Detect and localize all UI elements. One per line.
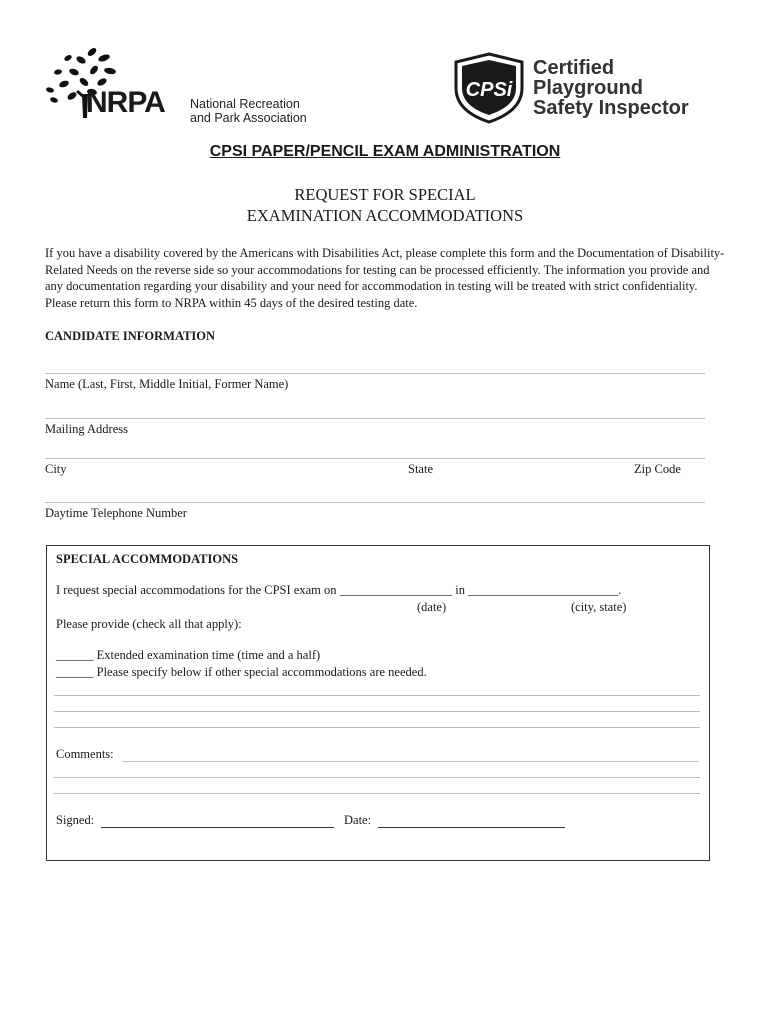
name-field[interactable] bbox=[45, 373, 705, 374]
intro-paragraph: If you have a disability covered by the Americans with Disabilities Act, please complete this form and the Documentation of Disability-Related Needs on the reverse side so your accommodations for testing can be processed efficiently. The information you provide and any documentation regarding your disability and your need for accommodation in testing will be treated with strict confidentiality. Please return this form to NRPA within 45 days of the desired testing date. bbox=[45, 246, 725, 310]
cpsi-title bbox=[533, 58, 689, 118]
request-line[interactable]: I request special accommodations for the CPSI exam on __________________ in ________________________. bbox=[56, 583, 622, 597]
comments-label: Comments: bbox=[56, 747, 114, 761]
nrpa-name-line1: National Recreation bbox=[190, 97, 300, 111]
date-field[interactable] bbox=[378, 827, 565, 828]
special-accommodations-heading: SPECIAL ACCOMMODATIONS bbox=[56, 552, 239, 566]
other-accommodations-line-2[interactable] bbox=[54, 711, 700, 712]
nrpa-full-name bbox=[190, 97, 307, 125]
provide-label: Please provide (check all that apply): bbox=[56, 617, 242, 631]
signed-label: Signed: bbox=[56, 813, 95, 827]
form-subtitle bbox=[0, 184, 770, 226]
zip-label: Zip Code bbox=[634, 462, 681, 476]
candidate-info-heading: CANDIDATE INFORMATION bbox=[45, 329, 216, 343]
city-label: City bbox=[45, 462, 67, 476]
cpsi-line1: Certified bbox=[533, 57, 615, 79]
name-label: Name (Last, First, Middle Initial, Former Name) bbox=[45, 377, 289, 391]
phone-field[interactable] bbox=[45, 502, 705, 503]
mailing-address-label: Mailing Address bbox=[45, 422, 128, 436]
date-label: Date: bbox=[344, 813, 372, 827]
comments-line-1[interactable] bbox=[123, 761, 698, 762]
other-accommodations-line-1[interactable] bbox=[54, 695, 700, 696]
date-hint: (date) bbox=[417, 600, 447, 614]
svg-text:CPSi: CPSi bbox=[465, 79, 513, 101]
cpsi-line2: Playground bbox=[533, 77, 644, 99]
cpsi-line3: Safety Inspector bbox=[533, 97, 689, 119]
phone-label: Daytime Telephone Number bbox=[45, 506, 187, 520]
mailing-address-field[interactable] bbox=[45, 418, 705, 419]
nrpa-name-line2: and Park Association bbox=[190, 111, 307, 125]
comments-line-3[interactable] bbox=[54, 793, 700, 794]
comments-line-2[interactable] bbox=[54, 777, 700, 778]
signature-field[interactable] bbox=[101, 827, 334, 828]
option-extended-time[interactable]: ______ Extended examination time (time and a half) bbox=[56, 648, 321, 662]
subtitle-line1: REQUEST FOR SPECIAL bbox=[294, 185, 476, 204]
city-state-hint: (city, state) bbox=[571, 600, 627, 614]
shield-icon bbox=[452, 52, 526, 124]
nrpa-wordmark: NRPA bbox=[86, 86, 165, 119]
state-label: State bbox=[408, 462, 433, 476]
option-other[interactable]: ______ Please specify below if other special accommodations are needed. bbox=[56, 665, 427, 679]
subtitle-line2: EXAMINATION ACCOMMODATIONS bbox=[246, 206, 524, 225]
form-title: CPSI PAPER/PENCIL EXAM ADMINISTRATION bbox=[209, 143, 561, 160]
city-state-zip-field[interactable] bbox=[45, 458, 705, 459]
other-accommodations-line-3[interactable] bbox=[54, 727, 700, 728]
